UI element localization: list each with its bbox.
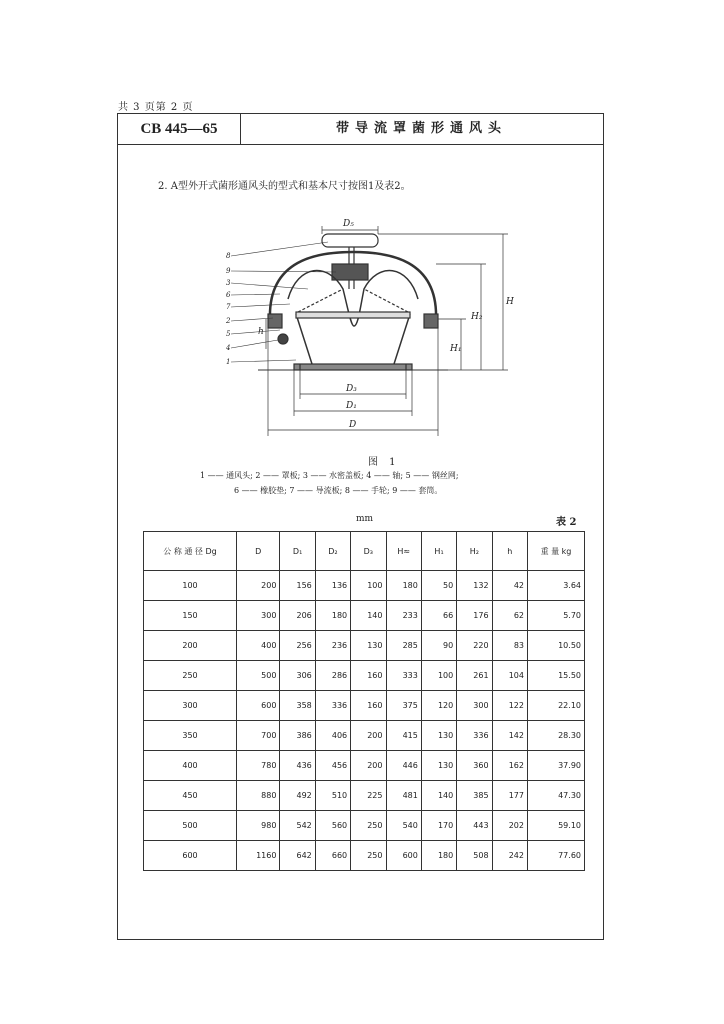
table-cell: 136	[315, 571, 350, 601]
table-cell: 206	[280, 601, 315, 631]
table-cell: 66	[421, 601, 456, 631]
table-cell: 600	[386, 841, 421, 871]
table-row	[144, 841, 585, 871]
table-cell: 492	[280, 781, 315, 811]
table-cell: 47.30	[528, 781, 585, 811]
table-cell: 120	[421, 691, 456, 721]
table-cell: 130	[421, 721, 456, 751]
legend-line-1: 1 —— 通风头; 2 —— 罩板; 3 —— 水密盖板; 4 —— 轴; 5 —— 钢丝网;	[200, 471, 459, 480]
table-cell: 220	[457, 631, 492, 661]
table-cell: 542	[280, 811, 315, 841]
table-cell: 642	[280, 841, 315, 871]
table-cell: 358	[280, 691, 315, 721]
table-cell: 37.90	[528, 751, 585, 781]
table-row	[144, 751, 585, 781]
table-cell: 256	[280, 631, 315, 661]
table-cell: 140	[351, 601, 386, 631]
table-cell: 170	[421, 811, 456, 841]
table-cell: 1160	[237, 841, 280, 871]
table-cell: 560	[315, 811, 350, 841]
table-cell: 160	[351, 691, 386, 721]
table-row	[144, 811, 585, 841]
table-cell: 250	[351, 841, 386, 871]
table-cell: 150	[144, 601, 237, 631]
table-cell: 233	[386, 601, 421, 631]
table-cell: 880	[237, 781, 280, 811]
table-cell: 375	[386, 691, 421, 721]
table-cell: 15.50	[528, 661, 585, 691]
table-cell: 202	[492, 811, 527, 841]
table-cell: 300	[457, 691, 492, 721]
col-header: 重 量 kg	[528, 532, 585, 571]
table-cell: 140	[421, 781, 456, 811]
hood-shape	[270, 252, 436, 319]
col-header: D₁	[280, 532, 315, 571]
table-cell: 104	[492, 661, 527, 691]
table-cell: 77.60	[528, 841, 585, 871]
table-cell: 42	[492, 571, 527, 601]
table-cell: 100	[144, 571, 237, 601]
part-number: 1	[226, 358, 231, 366]
table-cell: 28.30	[528, 721, 585, 751]
part-number: 2	[226, 317, 231, 325]
intro-text: 2. A型外开式菌形通风头的型式和基本尺寸按图1及表2。	[158, 181, 411, 192]
dim-label-H: H	[506, 297, 514, 307]
table-cell: 286	[315, 661, 350, 691]
table-cell: 360	[457, 751, 492, 781]
table-cell: 600	[144, 841, 237, 871]
part-number: 5	[226, 330, 231, 338]
table-row	[144, 571, 585, 601]
col-header: D₃	[351, 532, 386, 571]
part-number: 3	[226, 279, 231, 287]
dim-label-D5: D₅	[343, 219, 354, 229]
table-cell: 300	[237, 601, 280, 631]
part-number: 9	[226, 267, 231, 275]
table-cell: 22.10	[528, 691, 585, 721]
table-cell: 300	[144, 691, 237, 721]
table-cell: 385	[457, 781, 492, 811]
table-cell: 285	[386, 631, 421, 661]
dimension-table	[143, 531, 585, 871]
table-cell: 100	[421, 661, 456, 691]
cover-plate-shape	[296, 312, 410, 318]
table-row	[144, 631, 585, 661]
table-cell: 225	[351, 781, 386, 811]
table-cell: 540	[386, 811, 421, 841]
table-row	[144, 781, 585, 811]
table-cell: 180	[315, 601, 350, 631]
table-cell: 250	[144, 661, 237, 691]
table-cell: 400	[237, 631, 280, 661]
table-cell: 10.50	[528, 631, 585, 661]
standard-code: CB 445—65	[118, 114, 241, 144]
table-cell: 156	[280, 571, 315, 601]
table-cell: 508	[457, 841, 492, 871]
dim-label-H2: H₂	[471, 312, 483, 322]
table-cell: 200	[351, 721, 386, 751]
table-cell: 500	[237, 661, 280, 691]
table-row	[144, 691, 585, 721]
table-cell: 50	[421, 571, 456, 601]
table-cell: 980	[237, 811, 280, 841]
table-cell: 162	[492, 751, 527, 781]
table-cell: 176	[457, 601, 492, 631]
page-info: 共 3 页第 2 页	[118, 102, 194, 113]
sleeve-shape	[332, 264, 368, 280]
dim-label-D3: D₃	[346, 384, 357, 394]
col-header: H₁	[421, 532, 456, 571]
document-title: 带导流罩菌形通风头	[335, 121, 507, 136]
col-header: D₂	[315, 532, 350, 571]
table-cell: 400	[144, 751, 237, 781]
table-cell: 250	[351, 811, 386, 841]
table-cell: 200	[351, 751, 386, 781]
flange-shape	[294, 364, 412, 370]
table-row	[144, 661, 585, 691]
table-cell: 261	[457, 661, 492, 691]
table-cell: 600	[237, 691, 280, 721]
figure-caption: 图 1	[368, 457, 400, 468]
dim-label-h: h	[258, 327, 264, 337]
table-cell: 415	[386, 721, 421, 751]
table-cell: 130	[421, 751, 456, 781]
table-cell: 660	[315, 841, 350, 871]
table-row	[144, 601, 585, 631]
table-cell: 333	[386, 661, 421, 691]
part-number: 7	[226, 303, 231, 311]
table-cell: 450	[144, 781, 237, 811]
part-number: 8	[226, 252, 231, 260]
table-cell: 406	[315, 721, 350, 751]
table-cell: 481	[386, 781, 421, 811]
table-cell: 180	[421, 841, 456, 871]
table-cell: 350	[144, 721, 237, 751]
table-cell: 160	[351, 661, 386, 691]
table-cell: 436	[280, 751, 315, 781]
table-label: 表 2	[556, 517, 577, 528]
table-cell: 142	[492, 721, 527, 751]
dim-label-D: D	[349, 420, 357, 430]
table-cell: 386	[280, 721, 315, 751]
table-unit: mm	[356, 514, 374, 524]
table-cell: 236	[315, 631, 350, 661]
table-cell: 306	[280, 661, 315, 691]
table-cell: 446	[386, 751, 421, 781]
table-cell: 3.64	[528, 571, 585, 601]
table-cell: 336	[315, 691, 350, 721]
table-cell: 5.70	[528, 601, 585, 631]
table-row	[144, 721, 585, 751]
table-cell: 62	[492, 601, 527, 631]
part-number: 4	[226, 344, 231, 352]
table-cell: 456	[315, 751, 350, 781]
table-cell: 59.10	[528, 811, 585, 841]
table-cell: 510	[315, 781, 350, 811]
table-cell: 443	[457, 811, 492, 841]
ventilator-drawing	[118, 114, 603, 454]
dim-label-D1: D₁	[346, 401, 357, 411]
col-header: H₂	[457, 532, 492, 571]
handwheel-shape	[322, 234, 378, 247]
col-header: D	[237, 532, 280, 571]
table-cell: 780	[237, 751, 280, 781]
table-cell: 242	[492, 841, 527, 871]
part-number: 6	[226, 291, 231, 299]
dim-label-H1: H₁	[450, 344, 462, 354]
col-header: H≈	[386, 532, 421, 571]
table-cell: 700	[237, 721, 280, 751]
table-cell: 177	[492, 781, 527, 811]
table-cell: 132	[457, 571, 492, 601]
table-cell: 200	[237, 571, 280, 601]
table-cell: 500	[144, 811, 237, 841]
table-cell: 200	[144, 631, 237, 661]
legend-line-2: 6 —— 橡胶垫; 7 —— 导流板; 8 —— 手轮; 9 —— 套筒。	[234, 486, 443, 495]
document-frame	[117, 113, 604, 940]
col-header: 公 称 通 径 Dg	[144, 532, 237, 571]
col-header: h	[492, 532, 527, 571]
table-cell: 122	[492, 691, 527, 721]
table-cell: 180	[386, 571, 421, 601]
table-header-row	[144, 532, 585, 571]
table-cell: 130	[351, 631, 386, 661]
table-cell: 336	[457, 721, 492, 751]
table-cell: 100	[351, 571, 386, 601]
table-cell: 83	[492, 631, 527, 661]
table-cell: 90	[421, 631, 456, 661]
